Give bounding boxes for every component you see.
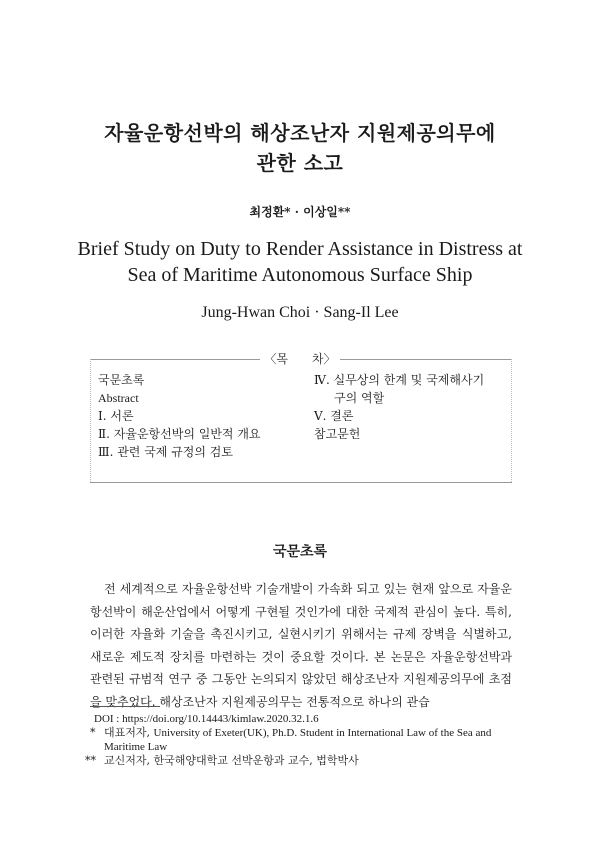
toc-item[interactable]: Ⅲ. 관련 국제 규정의 검토 xyxy=(98,445,233,459)
abstract-heading: 국문초록 xyxy=(272,544,328,560)
title-korean xyxy=(0,118,600,178)
toc-heading: 〈목 차〉 xyxy=(0,350,600,367)
toc-bottom-rule xyxy=(90,482,512,483)
authors-korean: 최정환* · 이상일** xyxy=(249,205,351,219)
toc-item[interactable]: Ⅱ. 자율운항선박의 일반적 개요 xyxy=(98,427,261,441)
footnote-2-mark: ** xyxy=(85,754,96,767)
footnote-1-role: 대표저자, xyxy=(104,726,154,739)
toc-right-column xyxy=(314,371,484,443)
toc-item[interactable]: 국문초록 xyxy=(98,373,145,387)
footnotes xyxy=(85,712,514,768)
title-korean-line1: 자율운항선박의 해상조난자 지원제공의무에 xyxy=(104,121,496,145)
toc-item[interactable]: 참고문헌 xyxy=(314,427,361,441)
toc-item[interactable]: Ⅳ. 실무상의 한계 및 국제해사기 xyxy=(314,373,485,387)
footnote-1-mark: * xyxy=(90,726,96,739)
footnote-1 xyxy=(90,726,514,754)
title-english-line1: Brief Study on Duty to Render Assistance in Distress at xyxy=(77,238,523,260)
authors-english: Jung-Hwan Choi · Sang-Il Lee xyxy=(201,304,399,321)
toc-item[interactable]: Ⅴ. 결론 xyxy=(314,409,354,423)
abstract-paragraph: 전 세계적으로 자율운항선박 기술개발이 가속화 되고 있는 현재 앞으로 자율운항선박이 해운산업에서 어떻게 구현될 것인가에 대한 국제적 관심이 높다. 특히, 이러한 자율화 기술을 촉진시키고, 실현시키기 위해서는 규제 장벽을 식별하고, 새로운 제도적 장치를 마련하는 것이 중요할 것이다. 본 논문은 자율운항선박과 관련된 규범적 연구 중 그동안 논의되지 않았던 해상조난자 지원제공의무에 초점을 맞추었다. 해상조난자 지원제공의무는 전통적으로 하나의 관습 xyxy=(90,582,512,709)
title-english xyxy=(0,236,600,288)
abstract-body xyxy=(90,578,512,714)
footnote-1-affiliation: University of Exeter(UK), Ph.D. Student in International Law of the Sea and Maritime Law xyxy=(104,727,492,753)
doi-line[interactable]: DOI : https://doi.org/10.14443/kimlaw.2020.32.1.6 xyxy=(94,713,319,725)
toc-item[interactable]: Ⅰ. 서론 xyxy=(98,409,134,423)
footnote-2 xyxy=(85,754,514,768)
toc-left-border xyxy=(90,359,91,482)
footnote-rule xyxy=(90,706,160,707)
toc-left-column xyxy=(98,371,261,461)
title-english-line2: Sea of Maritime Autonomous Surface Ship xyxy=(127,264,473,286)
title-korean-line2: 관한 소고 xyxy=(256,151,344,175)
toc-right-border xyxy=(511,359,512,482)
toc-item[interactable]: Abstract xyxy=(98,391,139,405)
footnote-2-text: 교신저자, 한국해양대학교 선박운항과 교수, 법학박사 xyxy=(104,754,359,767)
toc-item-continuation[interactable]: 구의 역할 xyxy=(334,391,385,405)
